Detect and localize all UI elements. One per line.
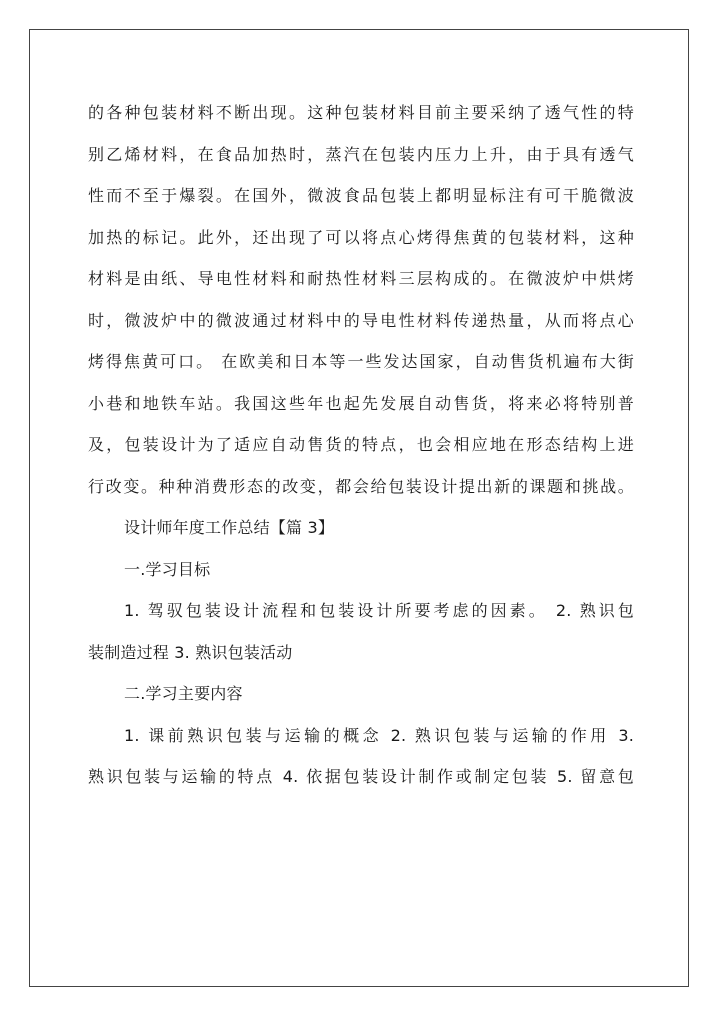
document-body [88, 92, 634, 798]
body-line-1: 的各种包装材料不断出现。这种包装材料目前主要采纳了透气性的特 [88, 103, 634, 122]
body-line-5: 材料是由纸、导电性材料和耐热性材料三层构成的。在微波炉中烘烤 [88, 269, 634, 288]
body-line-9: 及，包装设计为了适应自动售货的特点，也会相应地在形态结构上进 [88, 435, 634, 454]
body-line-6: 时，微波炉中的微波通过材料中的导电性材料传递热量，从而将点心 [88, 310, 634, 330]
body-line-2: 别乙烯材料，在食品加热时，蒸汽在包装内压力上升，由于具有透气 [88, 144, 634, 164]
body-line-8: 小巷和地铁车站。我国这些年也起先发展自动售货，将来必将特别普 [88, 393, 634, 413]
goal-line-2: 装制造过程 3. 熟识包装活动 [88, 642, 293, 662]
goal-line-1: 1. 驾驭包装设计流程和包装设计所要考虑的因素。 2. 熟识包 [124, 601, 634, 620]
content-heading: 二.学习主要内容 [124, 684, 243, 703]
body-line-7: 烤得焦黄可口。 在欧美和日本等一些发达国家，自动售货机遍布大街 [88, 352, 634, 371]
body-line-10: 行改变。种种消费形态的改变，都会给包装设计提出新的课题和挑战。 [88, 476, 634, 496]
section-heading: 设计师年度工作总结【篇 3】 [124, 518, 335, 537]
content-line-2: 熟识包装与运输的特点 4. 依据包装设计制作或制定包装 5. 留意包 [88, 767, 634, 786]
content-line-1: 1. 课前熟识包装与运输的概念 2. 熟识包装与运输的作用 3. [124, 725, 634, 745]
body-line-4: 加热的标记。此外，还出现了可以将点心烤得焦黄的包装材料，这种 [88, 227, 634, 247]
goal-heading: 一.学习目标 [124, 559, 211, 579]
body-line-3: 性而不至于爆裂。在国外，微波食品包装上都明显标注有可干脆微波 [88, 186, 634, 205]
